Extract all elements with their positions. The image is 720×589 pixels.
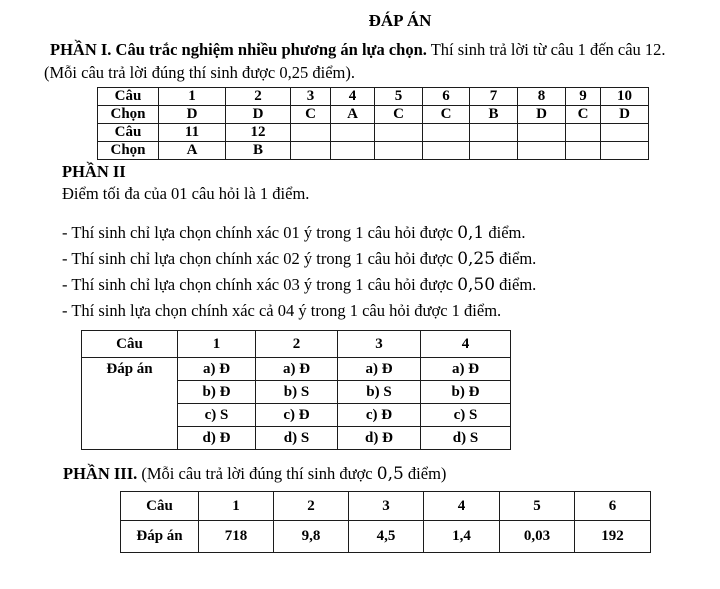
- table-row: [82, 331, 511, 358]
- answer-cell: C: [375, 106, 423, 124]
- answer-cell: B: [470, 106, 518, 124]
- row-label-cell: Chọn: [98, 106, 159, 124]
- empty-cell: [423, 124, 470, 142]
- row-label-cell: Câu: [98, 88, 159, 106]
- answer-cell: c) Đ: [256, 404, 338, 427]
- table-row: [98, 88, 649, 106]
- answer-cell: a) Đ: [178, 358, 256, 381]
- table-row: [121, 521, 651, 553]
- empty-cell: [375, 124, 423, 142]
- part2-scoring-rules: [62, 220, 720, 324]
- part3-score: 0,5: [376, 464, 404, 484]
- question-number-cell: 8: [518, 88, 566, 106]
- answer-cell: b) S: [256, 381, 338, 404]
- answer-cell: 9,8: [274, 521, 349, 553]
- empty-cell: [291, 142, 331, 160]
- part1-heading-bold: PHẦN I. Câu trắc nghiệm nhiều phương án lựa chọn.: [50, 40, 427, 59]
- answer-cell: d) Đ: [178, 427, 256, 450]
- question-number-cell: 7: [470, 88, 518, 106]
- question-number-cell: 10: [601, 88, 649, 106]
- part1-heading-rest: Thí sinh trả lời từ câu 1 đến câu 12.: [426, 40, 666, 59]
- empty-cell: [518, 142, 566, 160]
- empty-cell: [601, 124, 649, 142]
- answer-cell: A: [159, 142, 226, 160]
- rule-text: - Thí sinh chỉ lựa chọn chính xác 02 ý trong 1 câu hỏi được: [62, 249, 458, 268]
- table-row: [121, 492, 651, 521]
- question-number-cell: 12: [226, 124, 291, 142]
- question-number-cell: 3: [349, 492, 424, 521]
- empty-cell: [566, 124, 601, 142]
- question-number-cell: 2: [256, 331, 338, 358]
- row-label-cell: Câu: [98, 124, 159, 142]
- question-number-cell: 3: [291, 88, 331, 106]
- question-number-cell: 9: [566, 88, 601, 106]
- part1-answers-table: [97, 87, 649, 160]
- answer-cell: b) Đ: [178, 381, 256, 404]
- answer-cell: c) S: [178, 404, 256, 427]
- empty-cell: [470, 124, 518, 142]
- question-number-cell: 4: [331, 88, 375, 106]
- empty-cell: [566, 142, 601, 160]
- row-label-cell: Câu: [121, 492, 199, 521]
- empty-cell: [601, 142, 649, 160]
- part1-heading: [50, 38, 720, 61]
- empty-cell: [518, 124, 566, 142]
- answer-cell: 192: [575, 521, 651, 553]
- answer-cell: C: [566, 106, 601, 124]
- answer-cell: B: [226, 142, 291, 160]
- empty-cell: [331, 124, 375, 142]
- part3-heading-text: (Mỗi câu trả lời đúng thí sinh được: [137, 464, 377, 483]
- question-number-cell: 6: [575, 492, 651, 521]
- row-label-cell: Câu: [82, 331, 178, 358]
- page-title: ĐÁP ÁN: [368, 11, 432, 30]
- answer-cell: D: [226, 106, 291, 124]
- table-row: [98, 142, 649, 160]
- part3-heading: [63, 463, 720, 485]
- answer-cell: a) Đ: [421, 358, 511, 381]
- empty-cell: [470, 142, 518, 160]
- rule-text: - Thí sinh chỉ lựa chọn chính xác 01 ý trong 1 câu hỏi được: [62, 223, 458, 242]
- answer-cell: 4,5: [349, 521, 424, 553]
- answer-cell: 0,03: [500, 521, 575, 553]
- answer-cell: c) Đ: [338, 404, 421, 427]
- part2-heading: PHẦN II: [62, 162, 126, 181]
- scoring-rule-line: [62, 220, 720, 246]
- part3-heading-bold: PHẦN III.: [63, 464, 138, 483]
- table-row: [98, 124, 649, 142]
- answer-cell: D: [159, 106, 226, 124]
- question-number-cell: 5: [500, 492, 575, 521]
- table-row: [82, 358, 511, 381]
- part2-answers-table: [81, 330, 511, 450]
- question-number-cell: 2: [226, 88, 291, 106]
- scoring-rule-line: [62, 298, 720, 324]
- answer-cell: D: [601, 106, 649, 124]
- row-label-cell: Chọn: [98, 142, 159, 160]
- question-number-cell: 4: [424, 492, 500, 521]
- rule-text: - Thí sinh lựa chọn chính xác cả 04 ý trong 1 câu hỏi được 1 điểm.: [62, 301, 502, 320]
- empty-cell: [423, 142, 470, 160]
- answer-cell: d) S: [256, 427, 338, 450]
- empty-cell: [291, 124, 331, 142]
- answer-cell: d) Đ: [338, 427, 421, 450]
- question-number-cell: 4: [421, 331, 511, 358]
- answer-cell: b) S: [338, 381, 421, 404]
- question-number-cell: 6: [423, 88, 470, 106]
- question-number-cell: 2: [274, 492, 349, 521]
- question-number-cell: 11: [159, 124, 226, 142]
- empty-cell: [331, 142, 375, 160]
- document-page: [0, 11, 720, 589]
- answer-cell: a) Đ: [338, 358, 421, 381]
- part3-answers-table: [120, 491, 651, 553]
- answer-cell: c) S: [421, 404, 511, 427]
- row-label-cell: Đáp án: [82, 358, 178, 450]
- question-number-cell: 1: [178, 331, 256, 358]
- answer-cell: 1,4: [424, 521, 500, 553]
- row-label-cell: Đáp án: [121, 521, 199, 553]
- rule-score: 0,50: [457, 275, 496, 295]
- rule-score: 0,25: [457, 249, 496, 269]
- answer-cell: A: [331, 106, 375, 124]
- question-number-cell: 1: [159, 88, 226, 106]
- rule-score: 0,1: [457, 223, 485, 243]
- part3-heading-text: điểm): [403, 464, 447, 483]
- part1-subheading: (Mỗi câu trả lời đúng thí sinh được 0,25 điểm).: [44, 63, 355, 82]
- rule-text: điểm.: [484, 223, 526, 242]
- scoring-rule-line: [62, 246, 720, 272]
- answer-cell: 718: [199, 521, 274, 553]
- answer-cell: C: [423, 106, 470, 124]
- answer-cell: d) S: [421, 427, 511, 450]
- answer-cell: b) Đ: [421, 381, 511, 404]
- table-row: [98, 106, 649, 124]
- answer-cell: a) Đ: [256, 358, 338, 381]
- rule-text: điểm.: [495, 249, 537, 268]
- question-number-cell: 3: [338, 331, 421, 358]
- rule-text: - Thí sinh chỉ lựa chọn chính xác 03 ý trong 1 câu hỏi được: [62, 275, 458, 294]
- scoring-rule-line: [62, 272, 720, 298]
- rule-text: điểm.: [495, 275, 537, 294]
- answer-cell: D: [518, 106, 566, 124]
- question-number-cell: 5: [375, 88, 423, 106]
- answer-cell: C: [291, 106, 331, 124]
- empty-cell: [375, 142, 423, 160]
- part2-intro: Điểm tối đa của 01 câu hỏi là 1 điểm.: [62, 184, 310, 203]
- question-number-cell: 1: [199, 492, 274, 521]
